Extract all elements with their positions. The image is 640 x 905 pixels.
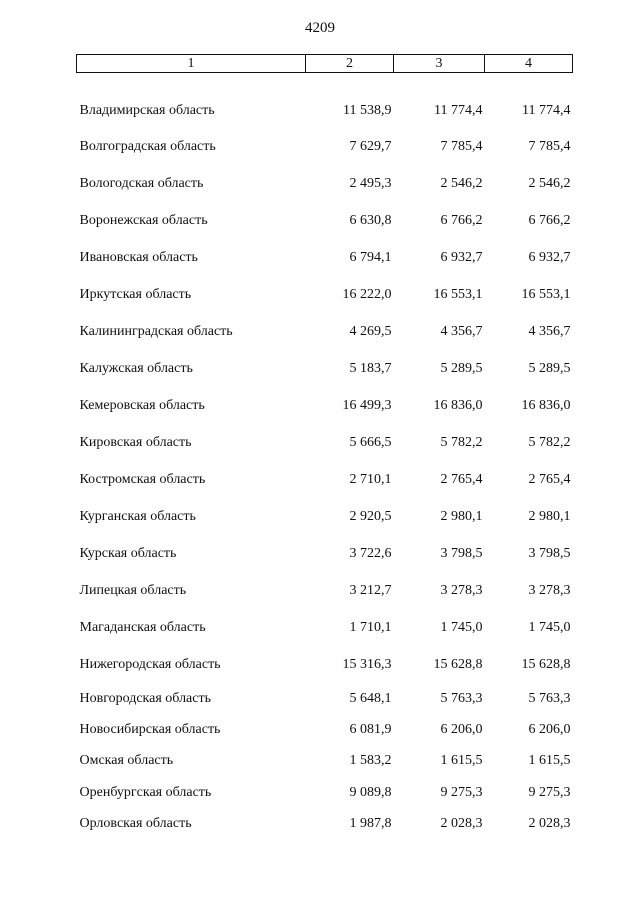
table-row (77, 419, 573, 456)
value-col-3: 16 836,0 (433, 397, 483, 413)
value-col-2: 1 710,1 (349, 619, 392, 635)
value-col-4: 3 278,3 (528, 582, 571, 598)
value-col-2: 9 089,8 (349, 784, 392, 800)
value-col-3: 9 275,3 (440, 784, 483, 800)
region-name: Вологодская область (79, 175, 204, 191)
value-col-4: 7 785,4 (528, 138, 571, 154)
value-col-4: 11 774,4 (522, 102, 571, 118)
value-col-4: 5 763,3 (528, 690, 571, 706)
value-col-4: 2 546,2 (528, 175, 571, 191)
value-col-3: 1 745,0 (440, 619, 483, 635)
header-col-3: 3 (394, 55, 485, 73)
table-row (77, 493, 573, 530)
table-row (77, 234, 573, 271)
region-name: Орловская область (79, 815, 192, 831)
value-col-3: 6 206,0 (440, 721, 483, 737)
value-col-2: 3 722,6 (349, 545, 392, 561)
value-col-3: 6 766,2 (440, 212, 483, 228)
region-name: Кировская область (79, 434, 192, 450)
region-name: Костромская область (79, 471, 206, 487)
value-col-3: 5 763,3 (440, 690, 483, 706)
value-col-2: 11 538,9 (343, 102, 392, 118)
value-col-4: 16 836,0 (521, 397, 571, 413)
header-row (77, 55, 573, 73)
value-col-2: 5 648,1 (349, 690, 392, 706)
value-col-4: 1 745,0 (528, 619, 571, 635)
value-col-2: 2 710,1 (349, 471, 392, 487)
region-name: Калужская область (79, 360, 193, 376)
table-row (77, 271, 573, 308)
value-col-4: 3 798,5 (528, 545, 571, 561)
table-row (77, 678, 573, 712)
value-col-2: 16 222,0 (342, 286, 392, 302)
header-col-4: 4 (485, 55, 573, 73)
table-row (77, 308, 573, 345)
value-col-3: 15 628,8 (433, 656, 483, 672)
region-name: Ивановская область (79, 249, 198, 265)
value-col-4: 2 028,3 (528, 815, 571, 831)
value-col-2: 5 666,5 (349, 434, 392, 450)
value-col-4: 9 275,3 (528, 784, 571, 800)
value-col-3: 5 289,5 (440, 360, 483, 376)
region-name: Магаданская область (79, 619, 206, 635)
value-col-2: 6 081,9 (349, 721, 392, 737)
table-row (77, 567, 573, 604)
value-col-4: 4 356,7 (528, 323, 571, 339)
value-col-2: 3 212,7 (349, 582, 392, 598)
value-col-3: 6 932,7 (440, 249, 483, 265)
table-row (77, 774, 573, 806)
value-col-4: 6 766,2 (528, 212, 571, 228)
value-col-2: 6 630,8 (349, 212, 392, 228)
value-col-3: 1 615,5 (440, 752, 483, 768)
region-name: Нижегородская область (79, 656, 221, 672)
value-col-2: 16 499,3 (342, 397, 392, 413)
value-col-2: 1 583,2 (349, 752, 392, 768)
value-col-4: 6 932,7 (528, 249, 571, 265)
value-col-3: 16 553,1 (433, 286, 483, 302)
value-col-3: 5 782,2 (440, 434, 483, 450)
region-name: Курганская область (79, 508, 196, 524)
table-row (77, 382, 573, 419)
header-col-1: 1 (77, 55, 306, 73)
table-row (77, 124, 573, 160)
value-col-2: 5 183,7 (349, 360, 392, 376)
value-col-2: 2 495,3 (349, 175, 392, 191)
value-col-3: 3 798,5 (440, 545, 483, 561)
value-col-2: 6 794,1 (349, 249, 392, 265)
region-name: Владимирская область (79, 102, 215, 118)
table-row (77, 345, 573, 382)
table-row (77, 160, 573, 197)
table-row (77, 604, 573, 641)
header-col-2: 2 (306, 55, 394, 73)
page-number: 4209 (305, 20, 335, 36)
table-row (77, 73, 573, 124)
region-name: Оренбургская область (79, 784, 212, 800)
value-col-3: 7 785,4 (440, 138, 483, 154)
value-col-3: 11 774,4 (434, 102, 483, 118)
value-col-3: 2 980,1 (440, 508, 483, 524)
value-col-2: 7 629,7 (349, 138, 392, 154)
region-name: Кемеровская область (79, 397, 205, 413)
value-col-2: 4 269,5 (349, 323, 392, 339)
value-col-4: 5 782,2 (528, 434, 571, 450)
value-col-3: 2 028,3 (440, 815, 483, 831)
value-col-3: 4 356,7 (440, 323, 483, 339)
table-row (77, 743, 573, 774)
value-col-4: 2 980,1 (528, 508, 571, 524)
value-col-2: 15 316,3 (342, 656, 392, 672)
table-body (77, 73, 573, 837)
region-name: Иркутская область (79, 286, 192, 302)
value-col-4: 6 206,0 (528, 721, 571, 737)
data-table (76, 54, 573, 837)
table-row (77, 530, 573, 567)
region-name: Новосибирская область (79, 721, 221, 737)
value-col-4: 16 553,1 (521, 286, 571, 302)
value-col-3: 3 278,3 (440, 582, 483, 598)
region-name: Калининградская область (79, 323, 233, 339)
value-col-4: 1 615,5 (528, 752, 571, 768)
table-row (77, 712, 573, 743)
value-col-3: 2 765,4 (440, 471, 483, 487)
region-name: Новгородская область (79, 690, 211, 706)
region-name: Липецкая область (79, 582, 187, 598)
value-col-3: 2 546,2 (440, 175, 483, 191)
region-name: Волгоградская область (79, 138, 216, 154)
table-row (77, 456, 573, 493)
table-row (77, 641, 573, 678)
table-row (77, 806, 573, 837)
region-name: Омская область (79, 752, 174, 768)
table-row (77, 197, 573, 234)
region-name: Курская область (79, 545, 177, 561)
value-col-2: 1 987,8 (349, 815, 392, 831)
region-name: Воронежская область (79, 212, 208, 228)
value-col-4: 2 765,4 (528, 471, 571, 487)
value-col-4: 15 628,8 (521, 656, 571, 672)
value-col-4: 5 289,5 (528, 360, 571, 376)
value-col-2: 2 920,5 (349, 508, 392, 524)
